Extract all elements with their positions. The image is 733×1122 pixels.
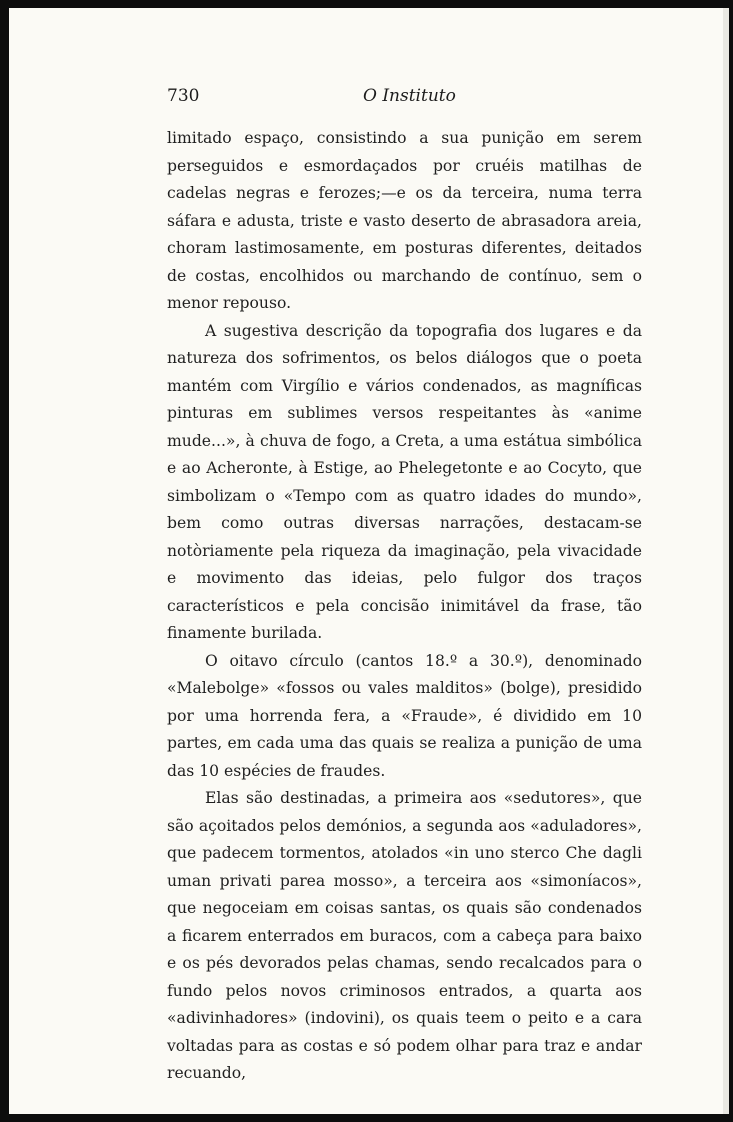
paragraph-description: A sugestiva descrição da topografia dos lugares e da natureza dos sofrimentos, os belos diálogos que o poeta mantém com Virgílio e vários condenados, as magníficas pinturas em sublimes versos respeitantes às «anime mude...», à chuva de fogo, a Creta, a uma estátua simbólica e ao Acheronte, à Estige, ao Phelegetonte e ao Cocyto, que simbolizam o «Tempo com as quatro idades do mundo», bem como outras diversas narrações, destacam-se notòriamente pela riqueza da imaginação, pela vivacidade e movimento das ideias, pelo fulgor dos traços característicos e pela concisão inimitável da frase, tão finamente burilada. [167, 321, 642, 642]
body-text [167, 125, 642, 1088]
paragraph-punishments: Elas são destinadas, a primeira aos «sedutores», que são açoitados pelos demónios, a segunda aos «aduladores», que padecem tormentos, atolados «in uno sterco Che dagli uman privati parea mosso», a terceira aos «simoníacos», que negoceiam em coisas santas, os quais são condenados a ficarem enterrados em buracos, com a cabeça para baixo e os pés devorados pelas chamas, sendo recalcados para o fundo pelos novos criminosos entrados, a quarta aos «adivinhadores» (indovini), os quais teem o peito e a cara voltadas para as costas e só podem olhar para traz e andar recuando, [167, 789, 642, 1082]
paragraph-eighth-circle: O oitavo círculo (cantos 18.º a 30.º), denominado «Malebolge» «fossos ou vales malditos» (bolge), presidido por uma horrenda fera, a «Fraude», é dividido em 10 partes, em cada uma das quais se realiza a punição de uma das 10 espécies de fraudes. [167, 651, 642, 780]
running-title: O Instituto [363, 86, 456, 106]
paragraph-continuation: limitado espaço, consistindo a sua punição em serem perseguidos e esmordaçados por cruéis matilhas de cadelas negras e ferozes;—e os da terceira, numa terra sáfara e adusta, triste e vasto deserto de abrasadora areia, choram lastimosamente, em posturas diferentes, deitados de costas, encolhidos ou marchando de contínuo, sem o menor repouso. [167, 129, 642, 312]
page-number: 730 [167, 86, 200, 106]
page-header [167, 86, 642, 112]
